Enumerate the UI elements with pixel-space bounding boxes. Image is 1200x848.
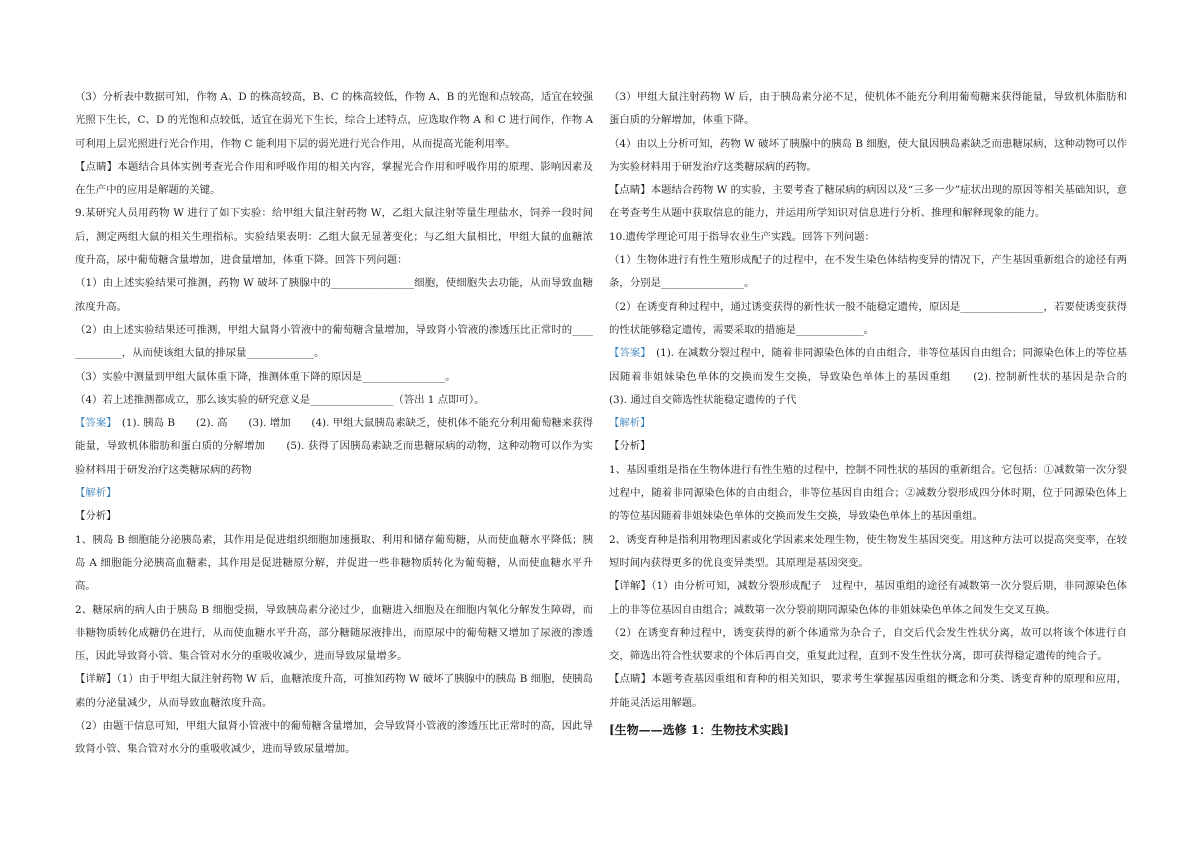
paragraph: （2）由上述实验结果还可推测，甲组大鼠肾小管液中的葡萄糖含量增加，导致肾小管液的渗透压比正常时的_____________，从而使该组大鼠的排尿量_____________。 [75,323,593,360]
paragraph: 1、胰岛 B 细胞能分泌胰岛素，其作用是促进组织细胞加速摄取、利用和储存葡萄糖，从而使血糖水平降低；胰岛 A 细胞能分泌胰高血糖素，其作用是促进糖原分解，并促进一些非糖物质转化为葡萄糖，从而使血糖水平升高。 [75,533,593,593]
answer-paragraph [609,342,1148,412]
paragraph: （4）若上述推测都成立，那么该实验的研究意义是________________（答出 1 点即可）。 [75,393,485,406]
paragraph: 9.某研究人员用药物 W 进行了如下实验：给甲组大鼠注射药物 W，乙组大鼠注射等量生理盐水，饲养一段时间后，测定两组大鼠的相关生理指标。实验结果表明：乙组大鼠无显著变化；与乙组大鼠相比，甲组大鼠的血糖浓度升高，尿中葡萄糖含量增加，进食量增加，体重下降。回答下列问题： [75,207,593,267]
paragraph: 【分析】 [75,510,117,523]
answer-text: (1). 胰岛 B (2). 高 (3). 增加 (4). 甲组大鼠胰岛素缺乏，使机体不能充分利用葡萄糖来获得能量，导致机体脂肪和蛋白质的分解增加 (5). 获得了因胰岛素缺乏而患糖尿病的动物，这种动物可以作为实验材料用于研发治疗这类糖尿病的药物 [75,417,593,476]
paragraph: 1、基因重组是指在生物体进行有性生殖的过程中，控制不同性状的基因的重新组合。它包括：①减数第一次分裂过程中，随着非同源染色体的自由组合，非等位基因自由组合；②减数分裂形成四分体时期，位于同源染色体上的等位基因随着非姐妹染色单体的交换而发生交换，导致染色单体上的基因重组。 [609,463,1127,523]
paragraph: 【点睛】本题结合药物 W 的实验，主要考查了糖尿病的病因以及“三多一少”症状出现的原因等相关基础知识，意在考查考生从题中获取信息的能力，并运用所学知识对信息进行分析、推理和解释现象的能力。 [609,184,1127,220]
answer-paragraph [75,412,593,482]
answer-text: (1). 在减数分裂过程中，随着非同源染色体的自由组合，非等位基因自由组合；同源染色体上的等位基因随着非姐妹染色单体的交换而发生交换，导致染色单体上的基因重组 (2). 控制新性状的基因是杂合的 (3). 通过自交筛选性状能稳定遗传的子代 [609,347,1148,406]
paragraph: （1）由上述实验结果可推测，药物 W 破坏了胰腺中的________________细胞，使细胞失去功能，从而导致血糖浓度升高。 [75,277,593,313]
analysis-tag-paragraph [609,412,1127,435]
answer-tag: 【答案】 [609,347,646,360]
paragraph: 【点睛】本题考查基因重组和育种的相关知识，要求考生掌握基因重组的概念和分类、诱变育种的原理和应用，并能灵活运用解题。 [609,673,1127,709]
analysis-tag: 【解析】 [75,487,117,500]
paragraph: 2、糖尿病的病人由于胰岛 B 细胞受损，导致胰岛素分泌过少，血糖进入细胞及在细胞内氧化分解发生障碍，而非糖物质转化成糖仍在进行，从而使血糖水平升高，部分糖随尿液排出，而原尿中的葡萄糖又增加了尿液的渗透压，因此导致肾小管、集合管对水分的重吸收减少，进而导致尿量增多。 [75,603,593,663]
paragraph: 【详解】（1）由于甲组大鼠注射药物 W 后，血糖浓度升高，可推知药物 W 破坏了胰腺中的胰岛 B 细胞，使胰岛素的分泌量减少，从而导致血糖浓度升高。 [75,673,593,709]
paragraph: （3）分析表中数据可知，作物 A、D 的株高较高，B、C 的株高较低，作物 A、B 的光饱和点较高，适宜在较强光照下生长，C、D 的光饱和点较低，适宜在弱光下生长，综合上述特点，应选取作物 A 和 C 进行间作，作物 A 可利用上层光照进行光合作用，作物 C 能利用下层的弱光进行光合作用，从而提高光能利用率。 [75,91,593,150]
answer-tag: 【答案】 [75,417,112,430]
paragraph: （3）实验中测量到甲组大鼠体重下降，推测体重下降的原因是________________。 [75,370,456,383]
paragraph: （3）甲组大鼠注射药物 W 后，由于胰岛素分泌不足，使机体不能充分利用葡萄糖来获得能量，导致机体脂肪和蛋白质的分解增加，体重下降。 [609,91,1127,127]
paragraph: 10.遗传学理论可用于指导农业生产实践。回答下列问题： [609,230,875,243]
section-heading: [生物——选修 1：生物技术实践] [609,723,789,738]
analysis-tag-paragraph [75,482,593,505]
paragraph: （2）由题干信息可知，甲组大鼠肾小管液中的葡萄糖含量增加，会导致肾小管液的渗透压比正常时的高，因此导致肾小管、集合管对水分的重吸收减少，进而导致尿量增加。 [75,720,593,756]
analysis-tag: 【解析】 [609,417,651,430]
paragraph: （2）在诱变育种过程中，通过诱变获得的新性状一般不能稳定遗传，原因是________________，若要使诱变获得的性状能够稳定遗传，需要采取的措施是_____________。 [609,300,1127,336]
right-column [609,86,1148,742]
paragraph: 【点睛】本题结合具体实例考查光合作用和呼吸作用的相关内容，掌握光合作用和呼吸作用的原理、影响因素及在生产中的应用是解题的关键。 [75,160,593,197]
paragraph: （1）生物体进行有性生殖形成配子的过程中，在不发生染色体结构变异的情况下，产生基因重新组合的途径有两条，分别是________________。 [609,254,1127,290]
paragraph: （2）在诱变育种过程中，诱变获得的新个体通常为杂合子，自交后代会发生性状分离，故可以将该个体进行自交，筛选出符合性状要求的个体后再自交，重复此过程，直到不发生性状分离，即可获得稳定遗传的纯合子。 [609,626,1127,663]
paragraph: 【分析】 [609,440,651,453]
paragraph: 2、诱变育种是指利用物理因素或化学因素来处理生物，使生物发生基因突变。用这种方法可以提高突变率，在较短时间内获得更多的优良变异类型。其原理是基因突变。 [609,533,1127,569]
paragraph: 【详解】（1）由分析可知，减数分裂形成配子 过程中，基因重组的途径有减数第一次分裂后期，非同源染色体上的非等位基因自由组合；减数第一次分裂前期同源染色体的非姐妹染色单体之间发生交叉互换。 [609,580,1127,616]
left-column [75,86,593,762]
paragraph: （4）由以上分析可知，药物 W 破坏了胰腺中的胰岛 B 细胞，使大鼠因胰岛素缺乏而患糖尿病，这种动物可以作为实验材料用于研发治疗这类糖尿病的药物。 [609,137,1127,173]
